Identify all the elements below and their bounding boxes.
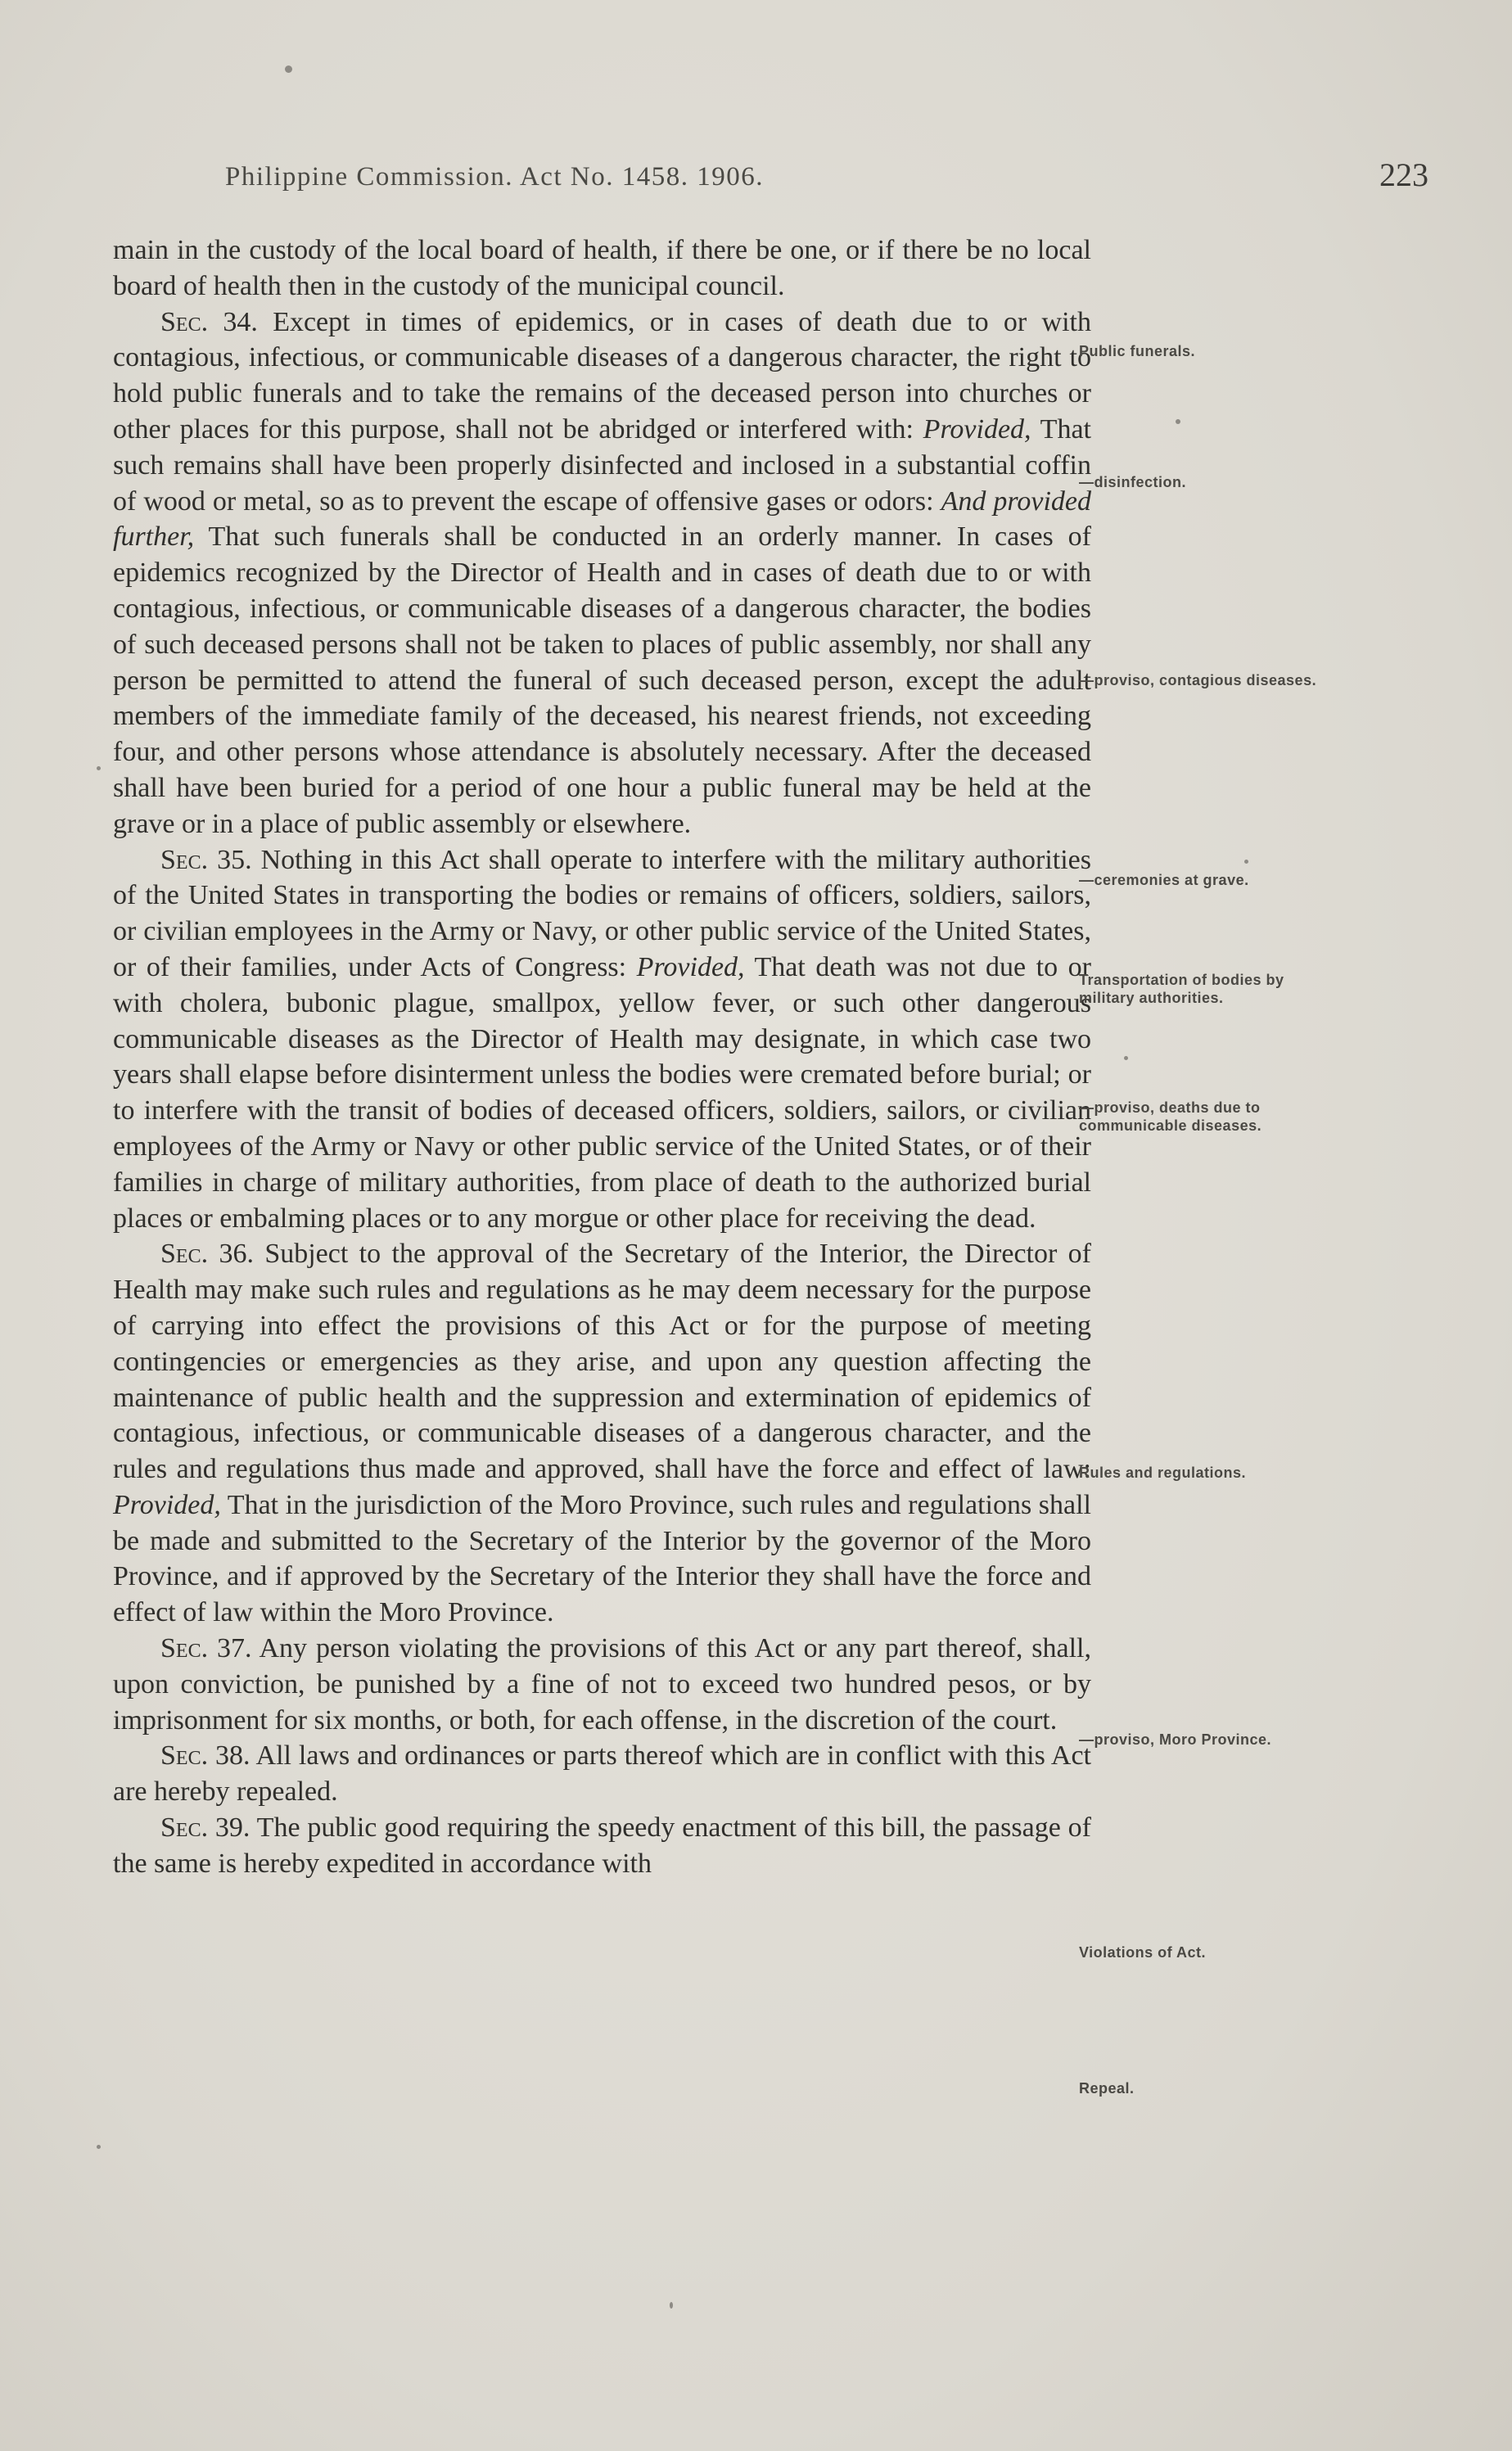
section-number: Sec. 37. [160, 1633, 252, 1664]
section-39 [113, 1810, 1091, 1882]
section-text: That such remains shall have been properly disinfected and inclosed in a substantial coffin of wood or metal, so as to prevent the escape of offensive gases or odors: [113, 413, 1091, 517]
section-text: All laws and ordinances or parts thereof which are in conflict with this Act are hereby repealed. [113, 1740, 1091, 1808]
section-number: Sec. 36. [160, 1239, 254, 1270]
paper-speck [285, 65, 292, 73]
proviso-word: Provided, [636, 951, 745, 982]
margin-note: Repeal. [1079, 2080, 1135, 2097]
paper-speck [97, 766, 101, 770]
main-text [113, 232, 1091, 1882]
paper-speck [1176, 419, 1180, 424]
proviso-word: Provided, [113, 1489, 221, 1520]
paper-speck [670, 2302, 673, 2309]
running-title: Philippine Commission. Act No. 1458. 1906. [225, 162, 764, 192]
paper-speck [97, 2145, 101, 2149]
margin-note: —proviso, contagious diseases. [1079, 672, 1317, 688]
section-text: That death was not due to or with cholera, bubonic plague, smallpox, yellow fever, or such other dangerous communicable diseases as the Director of Health may designate, in which case two years shall elapse before disinterment unless the bodies were cremated before burial; or to interfere with the transit of bodies of deceased officers, soldiers, sailors, or civilian employees of the Army or Navy or other public service of the United States, or of their families in charge of military authorities, from place of death to the authorized burial places or embalming places or to any morgue or other place for receiving the dead. [113, 951, 1091, 1234]
page-number: 223 [1379, 156, 1429, 193]
paper-speck [1124, 1056, 1128, 1060]
margin-note: —disinfection. [1079, 474, 1187, 490]
paper-speck [1244, 860, 1248, 864]
section-34 [113, 305, 1091, 842]
margin-note: Violations of Act. [1079, 1944, 1207, 1961]
section-37 [113, 1631, 1091, 1738]
margin-note: —proviso, deaths due to communicable diseases. [1079, 1099, 1262, 1134]
section-text: Nothing in this Act shall operate to interfere with the military authorities of the United States in transporting the bodies or remains of officers, soldiers, sailors, or civilian employees in the Army or Navy, or other public service of the United States, or of their families, under Acts of Congress: [113, 844, 1091, 982]
section-text: Except in times of epidemics, or in cases of death due to or with contagious, infectious, or communicable diseases of a dangerous character, the right to hold public funerals and to take the remains of the deceased person into churches or other places for this purpose, shall not be abridged or interfered with: [113, 306, 1092, 445]
section-number: Sec. 38. [160, 1740, 250, 1772]
section-number: Sec. 39. [160, 1812, 250, 1844]
proviso-word: And provided further, [113, 485, 1091, 553]
margin-note: —proviso, Moro Province. [1079, 1731, 1272, 1748]
page-header [225, 156, 1429, 205]
margin-note: Transportation of bodies by military authorities. [1079, 972, 1284, 1006]
section-text: The public good requiring the speedy enactment of this bill, the passage of the same is hereby expedited in accordance with [113, 1812, 1091, 1879]
section-text: That such funerals shall be conducted in an orderly manner. In cases of epidemics recognized by the Director of Health and in cases of death due to or with contagious, infectious, or communicable diseases of a dangerous character, the bodies of such deceased persons shall not be taken to places of public assembly, nor shall any person be permitted to attend the funeral of such deceased person, except the adult members of the immediate family of the deceased, his nearest friends, not exceeding four, and other persons whose attendance is absolutely necessary. After the deceased shall have been buried for a period of one hour a public funeral may be held at the grave or in a place of public assembly or elsewhere. [113, 521, 1091, 839]
proviso-word: Provided, [923, 413, 1031, 445]
paragraph-continuation: main in the custody of the local board of health, if there be one, or if there be no local board of health then in the custody of the municipal council. [113, 235, 1091, 301]
section-38 [113, 1738, 1091, 1810]
section-36 [113, 1236, 1091, 1631]
margin-note: Public funerals. [1079, 343, 1196, 359]
section-text: Subject to the approval of the Secretary of the Interior, the Director of Health may make such rules and regulations as he may deem necessary for the purpose of carrying into effect the provisions of this Act or for the purpose of meeting contingencies or emergencies as they arise, and upon any question affecting the maintenance of public health and the suppression and extermination of epidemics of contagious, infectious, or communicable diseases of a dangerous character, and the rules and regulations thus made and approved, shall have the force and effect of law: [113, 1239, 1091, 1485]
section-text: Any person violating the provisions of this Act or any part thereof, shall, upon conviction, be punished by a fine of not to exceed two hundred pesos, or by imprisonment for six months, or both, for each offense, in the discretion of the court. [113, 1633, 1091, 1736]
section-35 [113, 842, 1091, 1237]
section-text: That in the jurisdiction of the Moro Province, such rules and regulations shall be made and submitted to the Secretary of the Interior by the governor of the Moro Province, and if approved by the Secretary of the Interior they shall have the force and effect of law within the Moro Province. [113, 1489, 1091, 1628]
section-number: Sec. 35. [160, 844, 252, 875]
margin-note: —ceremonies at grave. [1079, 872, 1249, 888]
margin-note: Rules and regulations. [1079, 1465, 1247, 1481]
section-number: Sec. 34. [160, 306, 258, 337]
